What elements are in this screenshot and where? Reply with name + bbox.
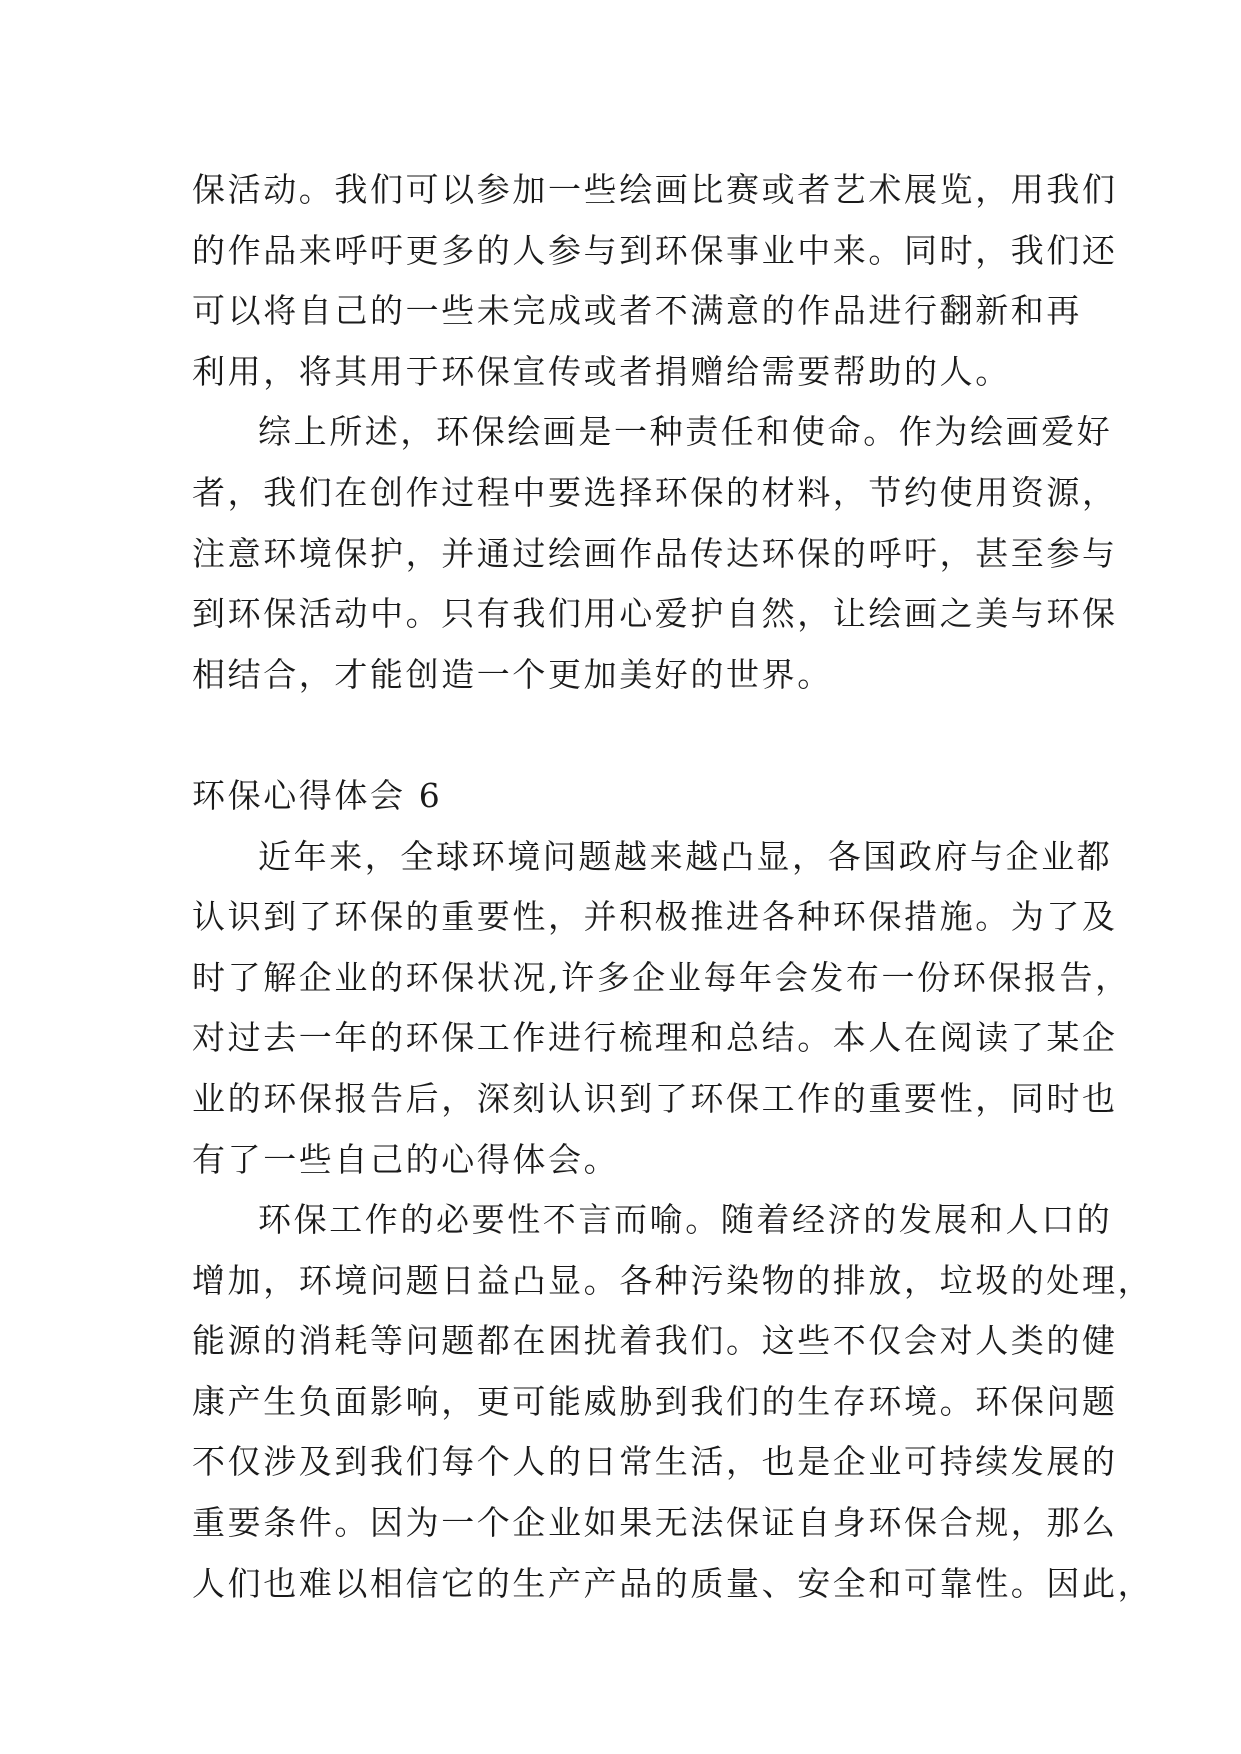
paragraph-line: 相结合，才能创造一个更加美好的世界。: [192, 654, 833, 694]
paragraph-line: 业的环保报告后，深刻认识到了环保工作的重要性，同时也: [192, 1078, 1118, 1118]
paragraph-line: 到环保活动中。只有我们用心爱护自然，让绘画之美与环保: [192, 594, 1118, 634]
paragraph-line: 利用，将其用于环保宣传或者捐赠给需要帮助的人。: [192, 351, 1011, 391]
paragraph-line: 时了解企业的环保状况,许多企业每年会发布一份环保报告，: [192, 957, 1131, 997]
section-spacer: [192, 705, 1062, 766]
paragraph-line: 对过去一年的环保工作进行梳理和总结。本人在阅读了某企: [192, 1018, 1118, 1058]
paragraph-line: 增加，环境问题日益凸显。各种污染物的排放，垃圾的处理，: [192, 1260, 1154, 1300]
paragraph-line: 重要条件。因为一个企业如果无法保证自身环保合规，那么: [192, 1503, 1118, 1543]
paragraph-line: 注意环境保护，并通过绘画作品传达环保的呼吁，甚至参与: [192, 533, 1118, 573]
paragraph-line: 环保工作的必要性不言而喻。随着经济的发展和人口的: [258, 1200, 1113, 1240]
body-text: [192, 160, 1154, 1614]
paragraph-line: 能源的消耗等问题都在困扰着我们。这些不仅会对人类的健: [192, 1321, 1118, 1361]
paragraph-line: 近年来，全球环境问题越来越凸显，各国政府与企业都: [258, 836, 1113, 876]
paragraph-line: 保活动。我们可以参加一些绘画比赛或者艺术展览，用我们: [192, 170, 1118, 209]
paragraph-line: 可以将自己的一些未完成或者不满意的作品进行翻新和再: [192, 291, 1082, 331]
paragraph-line: 康产生负面影响，更可能威胁到我们的生存环境。环保问题: [192, 1381, 1118, 1421]
paragraph-line: 有了一些自己的心得体会。: [192, 1139, 620, 1179]
paragraph-line: 者，我们在创作过程中要选择环保的材料，节约使用资源，: [192, 472, 1118, 512]
paragraph-line: 不仅涉及到我们每个人的日常生活，也是企业可持续发展的: [192, 1442, 1118, 1482]
paragraph-line: 人们也难以相信它的生产产品的质量、安全和可靠性。因此，: [192, 1563, 1154, 1603]
paragraph-line: 综上所述，环保绘画是一种责任和使命。作为绘画爱好: [258, 412, 1113, 452]
section-heading: 环保心得体会 6: [192, 775, 443, 815]
paragraph-line: 认识到了环保的重要性，并积极推进各种环保措施。为了及: [192, 897, 1118, 937]
paragraph-line: 的作品来呼吁更多的人参与到环保事业中来。同时，我们还: [192, 230, 1118, 270]
